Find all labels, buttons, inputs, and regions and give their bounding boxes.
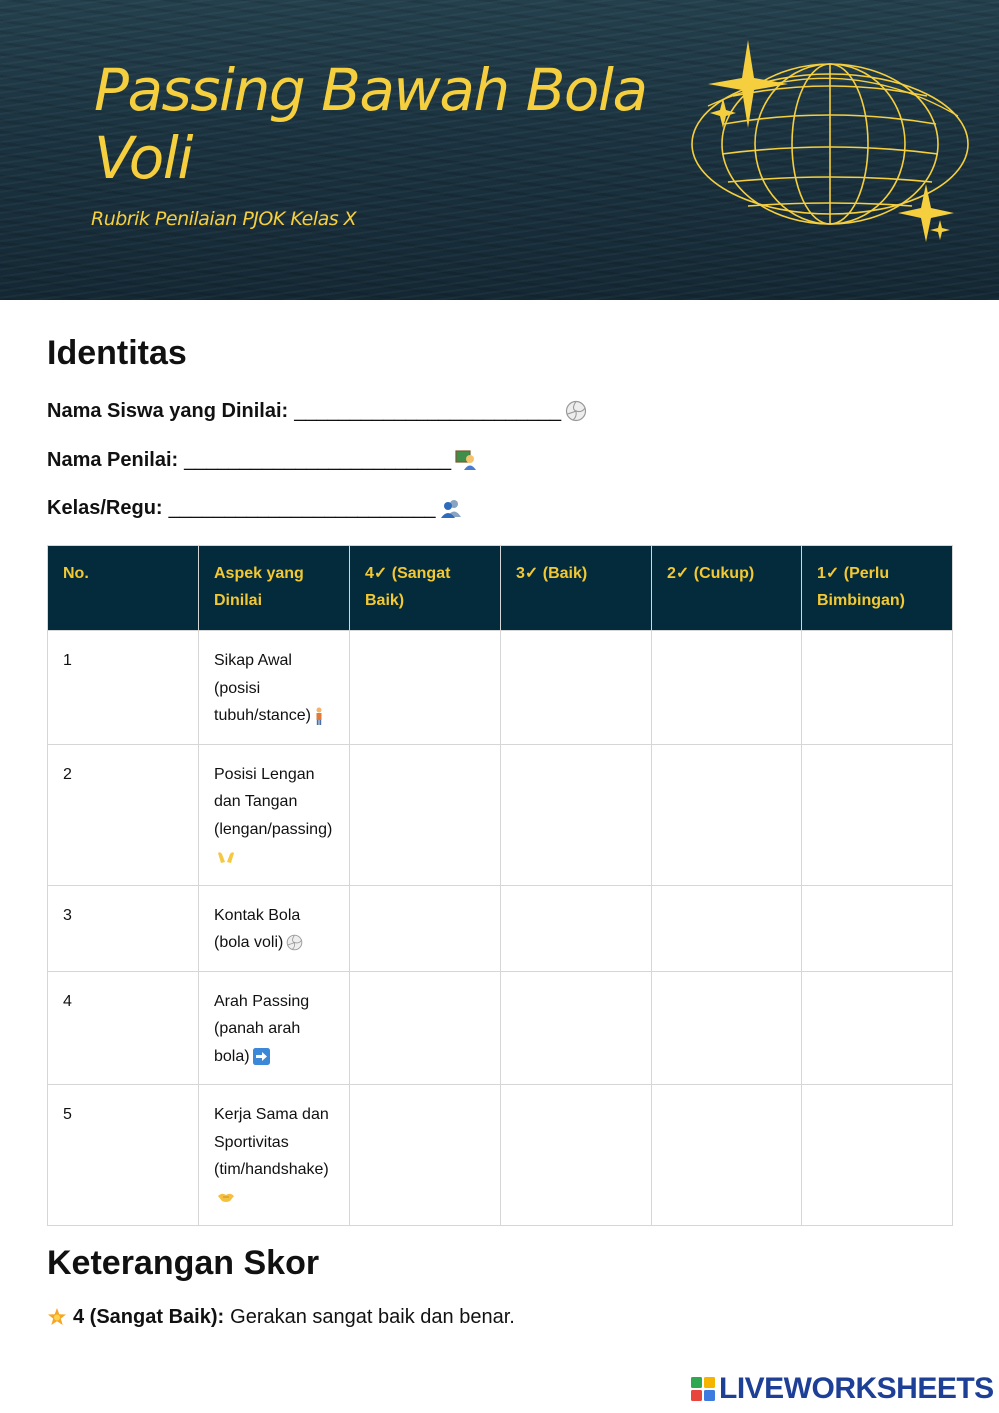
assessor-name-blank[interactable]: ________________________ [184,448,452,471]
score-2-cell[interactable] [652,971,802,1085]
score-2-cell[interactable] [652,1085,802,1226]
header-cell-no: No. [48,546,199,631]
score-3-cell[interactable] [501,1085,652,1226]
score-3-cell[interactable] [501,885,652,971]
liveworksheets-logo-icon [690,1376,716,1402]
student-name-label: Nama Siswa yang Dinilai: [47,399,289,422]
table-row [48,971,953,1085]
legend-score-label: 4 (Sangat Baik): [73,1306,225,1328]
score-3-cell[interactable] [501,744,652,885]
aspect-text: Kontak Bola (bola voli) [214,906,301,951]
student-name-field [47,398,587,424]
score-3-cell[interactable] [501,631,652,745]
assessor-name-field [47,447,477,473]
volleyball-icon [286,934,303,951]
teacher-icon [455,449,477,471]
header-banner [0,0,999,300]
globe-sparkle-icon [688,36,978,251]
liveworksheets-logo-text: LIVEWORKSHEETS [719,1372,994,1405]
person-standing-icon [314,707,324,725]
score-4-cell[interactable] [350,744,501,885]
legend-score-text: Gerakan sangat baik dan benar. [230,1306,515,1328]
legend-item [47,1306,515,1329]
class-group-blank[interactable]: ________________________ [168,496,436,519]
score-4-cell[interactable] [350,1085,501,1226]
score-4-cell[interactable] [350,885,501,971]
table-row [48,631,953,745]
aspect-cell [199,1085,350,1226]
aspect-text: Kerja Sama dan Sportivitas (tim/handshake) [214,1106,329,1178]
score-1-cell[interactable] [802,971,953,1085]
header-cell-score-3: 3✓ (Baik) [501,546,652,631]
score-1-cell[interactable] [802,1085,953,1226]
table-row [48,885,953,971]
aspect-text: Sikap Awal (posisi tubuh/stance) [214,652,311,724]
identity-heading: Identitas [47,334,187,372]
aspect-cell [199,971,350,1085]
header-cell-aspect: Aspek yang Dinilai [199,546,350,631]
right-arrow-icon [253,1048,270,1065]
student-name-blank[interactable]: ________________________ [294,399,562,422]
header-cell-score-2: 2✓ (Cukup) [652,546,802,631]
table-row [48,1085,953,1226]
row-number: 1 [48,631,199,745]
score-1-cell[interactable] [802,885,953,971]
score-1-cell[interactable] [802,744,953,885]
aspect-text: Arah Passing (panah arah bola) [214,992,310,1065]
aspect-cell [199,631,350,745]
score-2-cell[interactable] [652,744,802,885]
row-number: 2 [48,744,199,885]
score-4-cell[interactable] [350,971,501,1085]
class-group-label: Kelas/Regu: [47,496,163,519]
legend-heading: Keterangan Skor [47,1244,320,1282]
star-icon [47,1308,67,1328]
table-row [48,744,953,885]
aspect-cell [199,885,350,971]
class-group-field [47,495,462,521]
score-1-cell[interactable] [802,631,953,745]
table-header-row [48,546,953,631]
rubric-table [47,545,953,1226]
liveworksheets-logo[interactable] [690,1372,994,1406]
handshake-icon [217,1191,235,1203]
score-3-cell[interactable] [501,971,652,1085]
score-4-cell[interactable] [350,631,501,745]
page-subtitle: Rubrik Penilaian PJOK Kelas X [91,208,357,230]
aspect-cell [199,744,350,885]
score-2-cell[interactable] [652,631,802,745]
header-cell-score-4: 4✓ (Sangat Baik) [350,546,501,631]
aspect-text: Posisi Lengan dan Tangan (lengan/passing) [214,765,333,838]
volleyball-icon [565,400,587,422]
header-cell-score-1: 1✓ (Perlu Bimbingan) [802,546,953,631]
open-hands-icon [217,850,235,864]
page-title: Passing Bawah Bola Voli [94,56,647,192]
row-number: 4 [48,971,199,1085]
row-number: 3 [48,885,199,971]
row-number: 5 [48,1085,199,1226]
group-icon [440,497,462,519]
assessor-name-label: Nama Penilai: [47,448,179,471]
score-2-cell[interactable] [652,885,802,971]
